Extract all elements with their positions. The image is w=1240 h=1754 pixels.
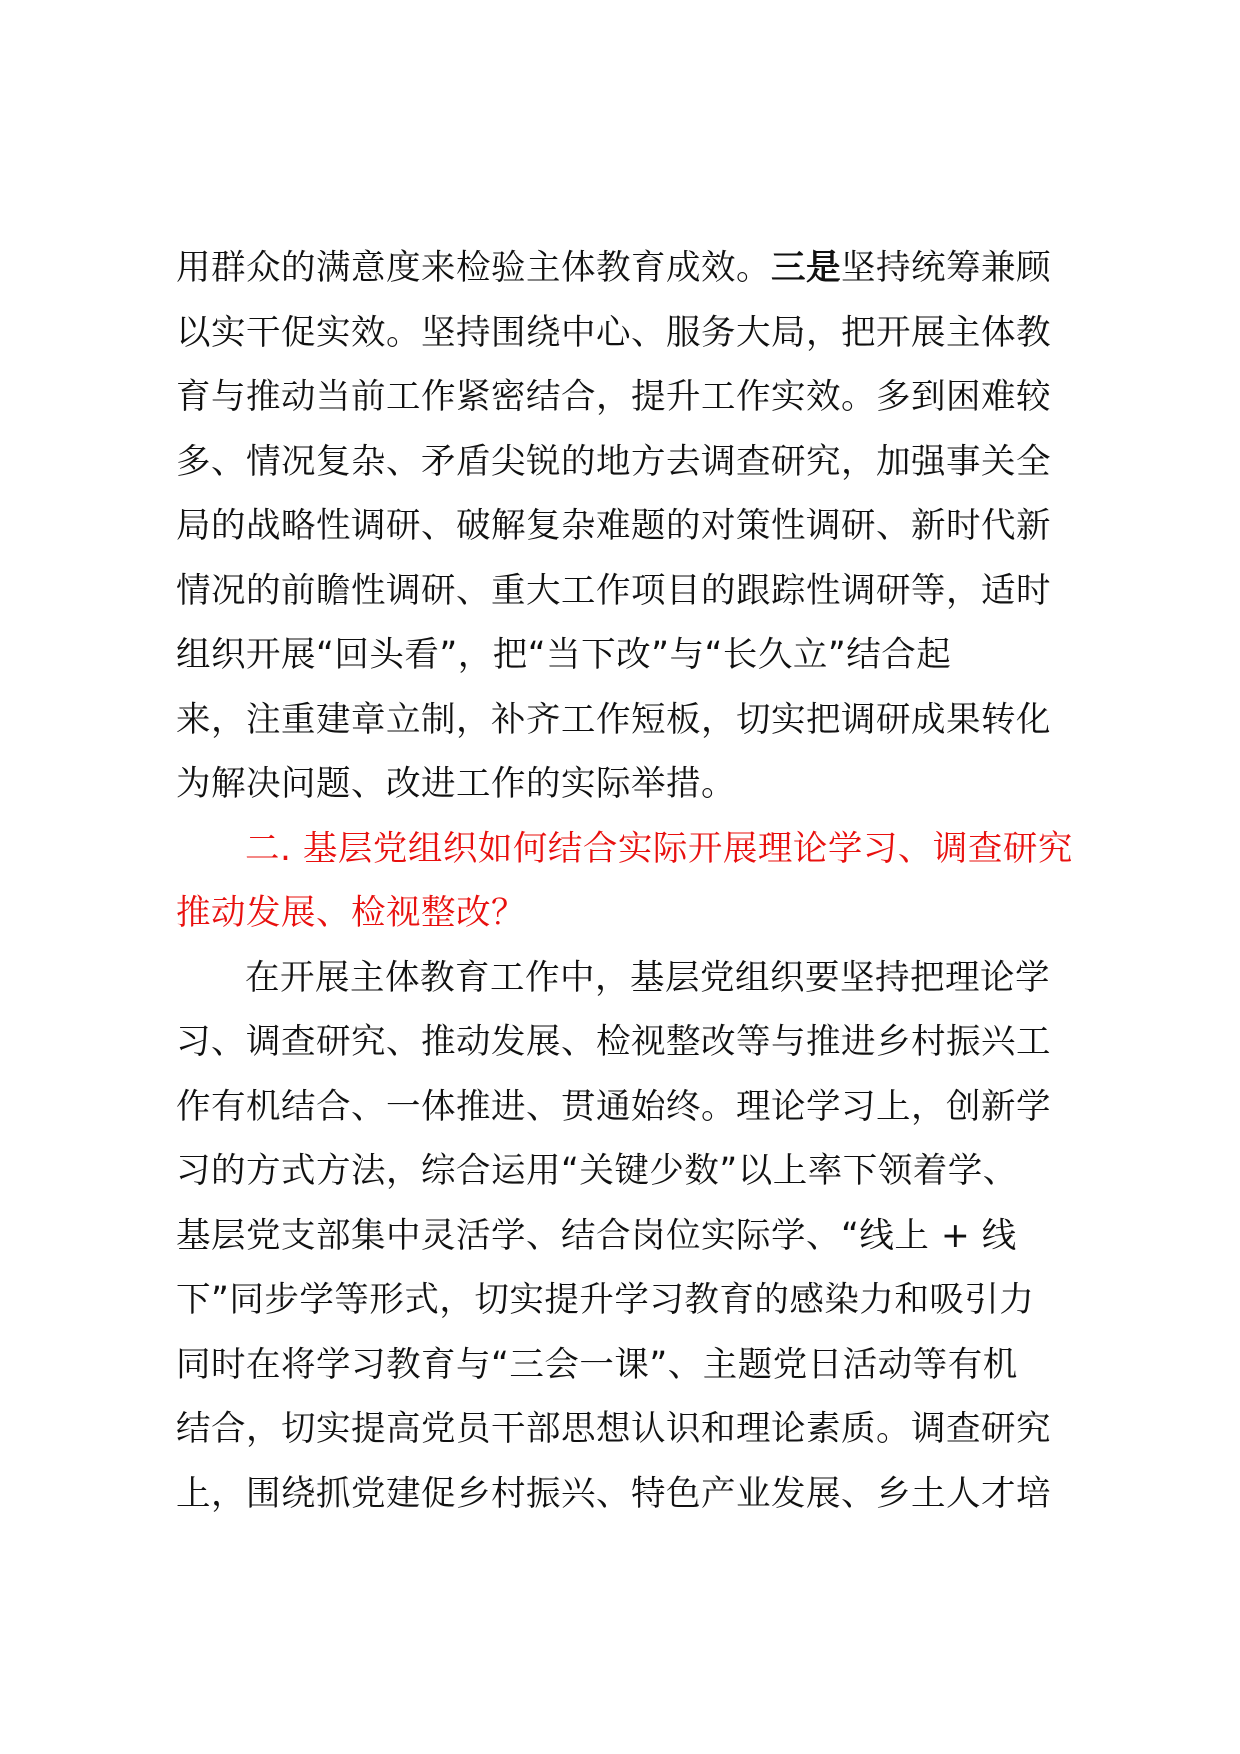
paragraph-line [176,236,1084,301]
paragraph-line: 以实干促实效。坚持围绕中心、服务大局，把开展主体教 [176,312,1051,353]
paragraph-line: 习的方式方法，综合运用“关键少数”以上率下领着学、 [176,1151,1018,1191]
paragraph-line: 多、情况复杂、矛盾尖锐的地方去调查研究，加强事关全 [176,441,1051,482]
paragraph-line: 结合，切实提高党员干部思想认识和理论素质。调查研究 [176,1409,1051,1449]
paragraph-line: 组织开展“回头看”，把“当下改”与“长久立”结合起 [176,635,952,675]
section-heading: 推动发展、检视整改？ [176,893,526,933]
paragraph-line: 局的战略性调研、破解复杂难题的对策性调研、新时代新 [176,506,1051,546]
paragraph-text: 用群众的满意度来检验主体教育成效。 [176,248,771,288]
paragraph-line: 在开展主体教育工作中，基层党组织要坚持把理论学 [245,957,1050,998]
paragraph-line: 上，围绕抓党建促乡村振兴、特色产业发展、乡土人才培 [176,1473,1051,1514]
paragraph-text: 坚持统筹兼顾 [841,248,1051,288]
paragraph-line: 习、调查研究、推动发展、检视整改等与推进乡村振兴工 [176,1022,1051,1062]
paragraph-line: 同时在将学习教育与“三会一课”、主题党日活动等有机 [176,1344,1018,1385]
paragraph-line: 情况的前瞻性调研、重大工作项目的跟踪性调研等，适时 [176,570,1051,611]
paragraph-line: 育与推动当前工作紧密结合，提升工作实效。多到困难较 [176,377,1051,417]
paragraph-line: 为解决问题、改进工作的实际举措。 [176,764,736,804]
paragraph-line: 基层党支部集中灵活学、结合岗位实际学、“线上 + 线 [176,1215,1017,1256]
paragraph-line: 作有机结合、一体推进、贯通始终。理论学习上，创新学 [176,1086,1051,1127]
document-page [176,236,1084,1526]
section-heading: 二. 基层党组织如何结合实际开展理论学习、调查研究 [245,828,1073,869]
paragraph-line: 下”同步学等形式，切实提升学习教育的感染力和吸引力 [176,1280,1035,1320]
paragraph-line: 来，注重建章立制，补齐工作短板，切实把调研成果转化 [176,699,1051,740]
emphasis-text: 三是 [771,248,841,288]
